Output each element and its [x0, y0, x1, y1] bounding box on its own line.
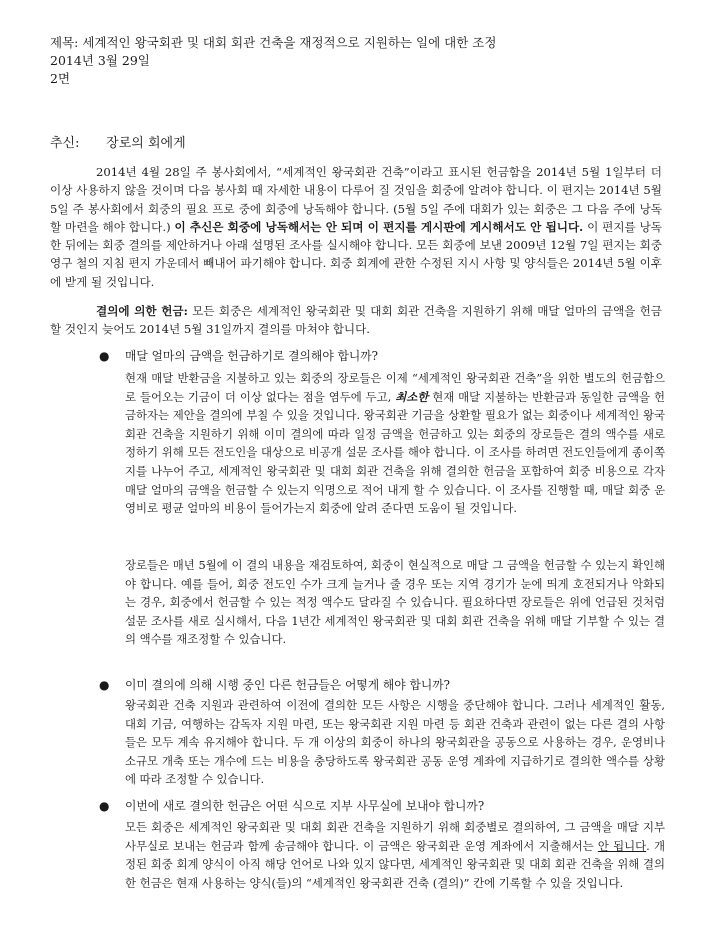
intro-warning: 이 추신은 회중에 낭독해서는 안 되며 이 편지를 게시판에 게시해서도 안 됩니다.: [174, 219, 584, 234]
question-2: [99, 676, 665, 694]
letter-date: 2014년 3월 29일: [50, 53, 150, 68]
resolution-paragraph: [50, 302, 662, 339]
question-3-text: 이번에 새로 결의한 헌금은 어떤 식으로 지부 사무실에 보내야 합니까?: [125, 799, 485, 813]
answer-3-text-1: 모든 회중은 세계적인 왕국회관 및 대회 회관 건축을 지원하기 위해 회중별로 결의하여, 그 금액을 매달 지부 사무실로 보내는 헌금과 함께 송금해야 합니다. 이 금액은 왕국회관 운영 계좌에서 지출해서는: [125, 820, 665, 853]
answer-1a: [125, 369, 665, 518]
answer-3: [125, 818, 665, 892]
answer-1a-text-1: 현재 매달 반환금을 지불하고 있는 회중의 장로들은 이제 “세계적인 왕국회관 건축”을 위한 별도의 헌금함으로 들어오는 기금이 더 이상 없다는 점을 염두에 두고,: [125, 371, 665, 404]
addressee-name: 장로의 회에게: [106, 136, 186, 151]
question-1: [99, 347, 665, 365]
answer-1a-emphasis: 최소한: [395, 389, 429, 404]
resolution-heading: 결의에 의한 헌금:: [96, 304, 188, 318]
bullet-icon: ●: [99, 349, 110, 363]
addressee: [50, 132, 186, 151]
answer-1a-text-2: 현재 매달 지불하는 반환금과 동일한 금액을 헌금하자는 제안을 결의에 부칠 수 있을 것입니다. 왕국회관 기금을 상환할 필요가 없는 회중이나 세계적인 왕국회관 건축을 지원하기 위해 이미 결의에 따라 일정 금액을 헌금하고 있는 회중의 장로들은 결의 액수를 새로 정하기 위해 모든 전도인을 대상으로 비공개 설문 조사를 해야 합니다. 이 조사를 하려면 전도인들에게 종이쪽지를 나누어 주고, 세계적인 왕국회관 및 대회 회관 건축을 위해 결의한 헌금을 포함하여 회중 비용으로 각자 매달 얼마의 금액을 헌금할 수 있는지 익명으로 적어 내게 할 수 있습니다. 이 조사를 진행할 때, 매달 회중 운영비로 평균 얼마의 비용이 들어가는지 회중에 알려 준다면 도움이 될 것입니다.: [125, 389, 665, 516]
postscript-label: 추신:: [50, 136, 80, 151]
resolution-text: 모든 회중은 세계적인 왕국회관 및 대회 회관 건축을 지원하기 위해 매달 얼마의 금액을 헌금할 것인지 늦어도 2014년 5월 31일까지 결의를 마쳐야 합니다.: [50, 304, 663, 337]
answer-3-underlined: 안 됩니다: [597, 838, 647, 853]
subject-line: 제목: 세계적인 왕국회관 및 대회 회관 건축을 재정적으로 지원하는 일에 대한 조정: [50, 35, 497, 50]
intro-text-1: 2014년 4월 28일 주 봉사회에서, “세계적인 왕국회관 건축”이라고 표시된 헌금함을 2014년 5월 1일부터 더 이상 사용하지 않을 것이며 다음 봉사회 때 자세한 내용이 다루어 질 것임을 회중에 알려야 합니다. 이 편지는 2014년 5월 5일 주 봉사회에서 회중의 필요 프로 중에 회중에 낭독해야 합니다. (5월 5일 주에 대회가 있는 회중은 그 다음 주에 낭독할 마련을 해야 합니다.): [50, 165, 662, 234]
question-3: [99, 797, 665, 815]
answer-1b: 장로들은 매년 5월에 이 결의 내용을 재검토하여, 회중이 현실적으로 매달 그 금액을 헌금할 수 있는지 확인해야 합니다. 예를 들어, 회중 전도인 수가 크게 늘거나 줄 경우 또는 지역 경기가 눈에 띄게 호전되거나 악화되는 경우, 회중에서 헌금할 수 있는 적정 액수도 달라질 수 있습니다. 필요하다면 장로들은 위에 언급된 것처럼 설문 조사를 새로 실시해서, 다음 1년간 세계적인 왕국회관 및 대회 회관 건축을 위해 매달 기부할 수 있는 결의 액수를 재조정할 수 있습니다.: [125, 558, 665, 647]
answer-3-text-2: . 개정된 회중 회계 양식이 아직 해당 언어로 나와 있지 않다면, 세계적인 왕국회관 및 대회 회관 건축을 위해 결의한 헌금은 현재 사용하는 양식(들)의 “세계적인 왕국회관 건축 (결의)” 칸에 기록할 수 있을 것입니다.: [125, 838, 666, 890]
page-number: 2면: [50, 71, 71, 86]
bullet-icon: ●: [99, 799, 110, 813]
question-1-text: 매달 얼마의 금액을 헌금하기로 결의해야 합니까?: [125, 349, 378, 363]
answer-2: 왕국회관 건축 지원과 관련하여 이전에 결의한 모든 사항은 시행을 중단해야 합니다. 그러나 세계적인 활동, 대회 기금, 여행하는 감독자 지원 마련, 또는 왕국회관 지원 마련 등 회관 건축과 관련이 없는 다른 결의 사항들은 모두 계속 유지해야 합니다. 두 개 이상의 회중이 하나의 왕국회관을 공동으로 사용하는 경우, 운영비나 소규모 개축 또는 개수에 드는 비용을 충당하도록 왕국회관 공동 운영 계좌에 지급하기로 결의한 액수를 상황에 따라 조정할 수 있습니다.: [125, 698, 665, 787]
intro-paragraph: [50, 163, 662, 291]
question-2-text: 이미 결의에 의해 시행 중인 다른 헌금들은 어떻게 해야 합니까?: [125, 678, 450, 692]
bullet-icon: ●: [99, 678, 110, 692]
intro-text-2: 이 편지를 낭독한 뒤에는 회중 결의를 제안하거나 아래 설명된 조사를 실시해야 합니다. 모든 회중에 보낸 2009년 12월 7일 편지는 회중 영구 철의 지침 편지 가운데서 빼내어 파기해야 합니다. 회중 회계에 관한 수정된 지시 사항 및 양식들은 2014년 5월 이후에 받게 될 것입니다.: [50, 219, 662, 289]
